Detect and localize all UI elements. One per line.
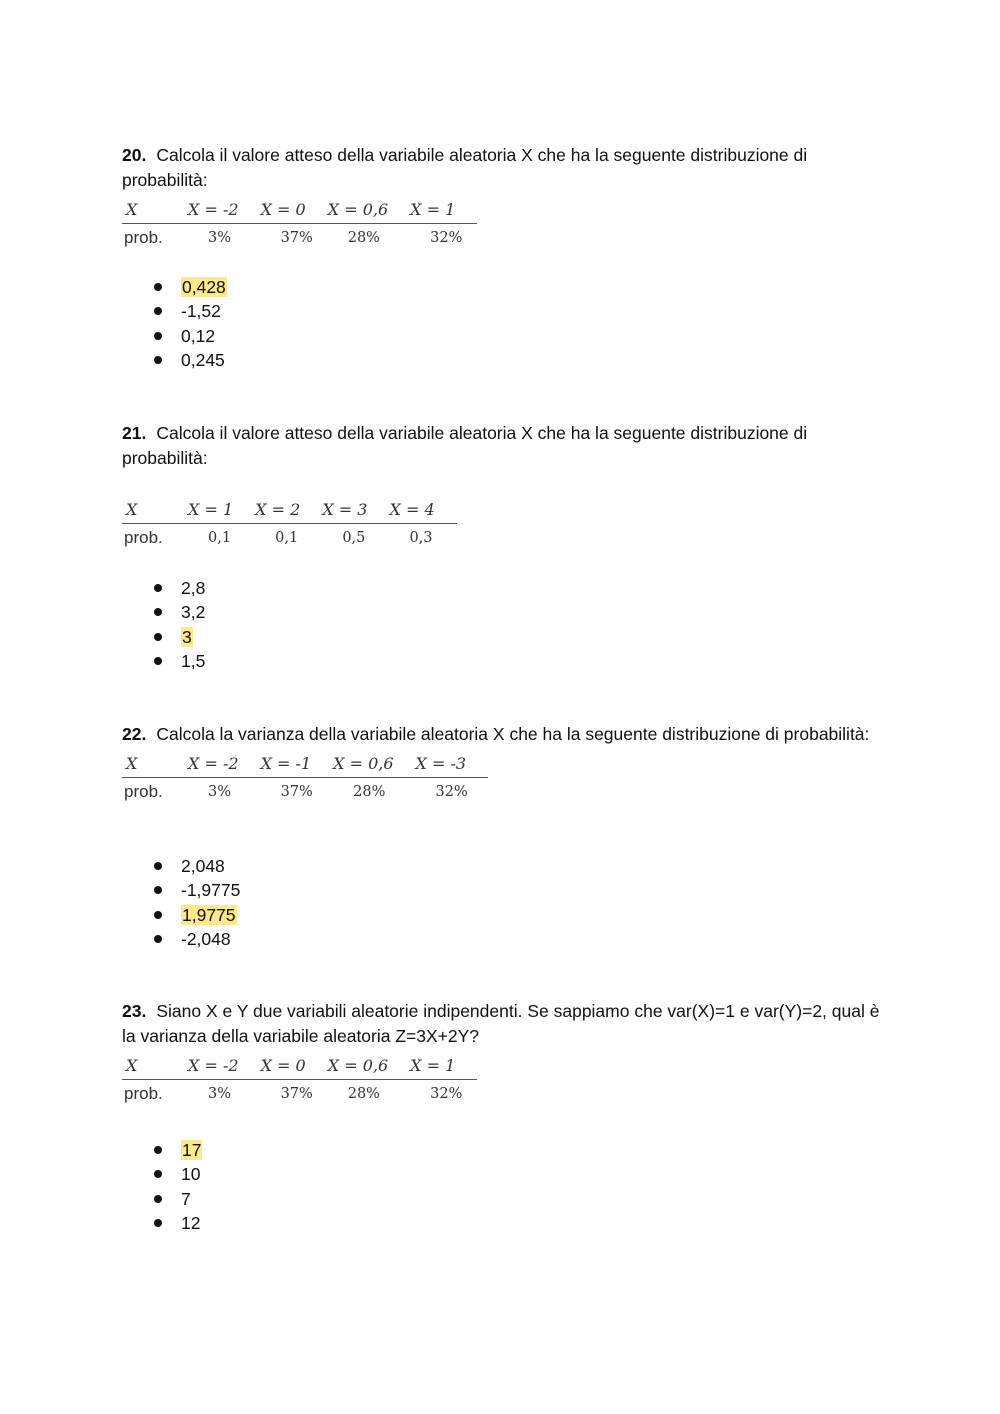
- answer-text: 0,245: [181, 350, 225, 371]
- table-header-label: X: [122, 195, 188, 224]
- table-value-cell: 37%: [280, 1086, 313, 1102]
- table-header-cell: X = 1: [188, 495, 255, 524]
- table-value-cell: 32%: [435, 784, 468, 800]
- table-header-cell: X = -3: [416, 749, 489, 778]
- distribution-table: [122, 749, 488, 806]
- table-header-cell: X = 2: [255, 495, 322, 524]
- table-header-cell: X = -2: [188, 195, 261, 224]
- bullet-icon: [154, 935, 162, 943]
- table-header-cell: X = 0,6: [328, 195, 410, 224]
- question-prompt: Calcola il valore atteso della variabile aleatoria X che ha la seguente distribuzione di probabilità:: [122, 145, 808, 190]
- table-value-cell: 3%: [208, 230, 232, 246]
- answer-text-highlighted: 17: [182, 1140, 202, 1160]
- answer-text: 10: [181, 1164, 201, 1185]
- bullet-icon: [154, 1195, 162, 1203]
- distribution-table: [122, 195, 477, 252]
- table-header-cell: X = -2: [188, 749, 261, 778]
- answer-option: [154, 625, 205, 649]
- question-20: [122, 143, 882, 371]
- answer-text-highlighted: 0,428: [182, 277, 226, 297]
- answer-option: [154, 299, 227, 323]
- answer-text: 2,8: [181, 578, 206, 598]
- question-text: [122, 143, 882, 193]
- bullet-icon: [154, 1146, 162, 1154]
- bullet-icon: [154, 633, 162, 641]
- bullet-icon: [154, 1219, 162, 1227]
- answer-option: [154, 878, 240, 902]
- question-text: [122, 999, 882, 1049]
- answer-text: 3,2: [181, 602, 206, 623]
- table-header-cell: X = -2: [188, 1051, 261, 1080]
- table-header-cell: X = 0,6: [328, 1051, 410, 1080]
- table-value-cell: 32%: [430, 230, 463, 246]
- bullet-icon: [154, 1170, 162, 1178]
- table-value-cell: 28%: [353, 784, 386, 800]
- answer-text-highlighted: 3: [182, 626, 192, 647]
- table-value-cell: 3%: [208, 784, 232, 800]
- answer-option: [154, 600, 205, 624]
- table-value-cell: 0,5: [342, 530, 366, 546]
- answer-option: [154, 275, 227, 299]
- question-number: 20.: [122, 145, 147, 165]
- table-header-label: X: [122, 1051, 188, 1080]
- bullet-icon: [154, 862, 162, 870]
- table-header-cell: X = 0: [261, 1051, 328, 1080]
- answer-option: [154, 1187, 202, 1211]
- bullet-icon: [154, 584, 162, 592]
- table-header-cell: X = 1: [410, 1051, 477, 1080]
- answer-option: [154, 1138, 202, 1162]
- bullet-icon: [154, 356, 162, 364]
- distribution-table: [122, 1051, 477, 1108]
- question-number: 23.: [122, 1001, 147, 1021]
- answer-option: [154, 903, 240, 927]
- question-23: [122, 999, 882, 1234]
- answer-text: -2,048: [181, 929, 231, 950]
- answer-option: [154, 927, 240, 951]
- table-value-cell: 37%: [280, 784, 313, 800]
- answer-option: [154, 324, 227, 348]
- question-text: [122, 421, 882, 471]
- answer-text: -1,52: [181, 301, 221, 322]
- answer-option: [154, 348, 227, 372]
- table-value-cell: 28%: [347, 1086, 380, 1102]
- bullet-icon: [154, 307, 162, 315]
- bullet-icon: [154, 608, 162, 616]
- question-22: [122, 722, 882, 950]
- answer-option: [154, 649, 205, 673]
- table-header-cell: X = 0: [261, 195, 328, 224]
- answer-options: [154, 854, 240, 952]
- table-value-cell: 3%: [208, 1086, 232, 1102]
- answer-option: [154, 576, 205, 600]
- table-value-cell: 0,1: [208, 530, 232, 546]
- answer-options: [154, 275, 227, 373]
- question-prompt: Calcola la varianza della variabile aleatoria X che ha la seguente distribuzione di probabilità:: [156, 724, 870, 744]
- table-value-cell: 37%: [280, 230, 313, 246]
- question-number: 22.: [122, 724, 147, 744]
- table-value-label: prob.: [124, 782, 163, 801]
- bullet-icon: [154, 283, 162, 291]
- bullet-icon: [154, 886, 162, 894]
- distribution-table: [122, 495, 457, 552]
- bullet-icon: [154, 657, 162, 665]
- answer-text: 12: [181, 1213, 201, 1234]
- table-value-cell: 28%: [347, 230, 380, 246]
- table-header-cell: X = -1: [261, 749, 334, 778]
- answer-text: 2,048: [181, 856, 225, 876]
- answer-text: -1,9775: [181, 880, 241, 901]
- table-header-cell: X = 3: [322, 495, 389, 524]
- bullet-icon: [154, 911, 162, 919]
- table-header-label: X: [122, 495, 188, 524]
- table-value-cell: 32%: [430, 1086, 463, 1102]
- table-value-cell: 0,1: [275, 530, 299, 546]
- table-value-label: prob.: [124, 528, 163, 547]
- answer-text: 0,12: [181, 325, 216, 346]
- question-text: [122, 722, 882, 747]
- question-prompt: Calcola il valore atteso della variabile aleatoria X che ha la seguente distribuzione di probabilità:: [122, 423, 808, 468]
- table-header-label: X: [122, 749, 188, 778]
- answer-option: [154, 854, 240, 878]
- table-value-label: prob.: [124, 1084, 163, 1103]
- answer-option: [154, 1211, 202, 1235]
- table-header-cell: X = 1: [410, 195, 477, 224]
- table-header-cell: X = 0,6: [333, 749, 415, 778]
- answer-text: 7: [181, 1188, 191, 1209]
- answer-options: [154, 1138, 202, 1236]
- answer-text-highlighted: 1,9775: [182, 904, 236, 925]
- answer-text: 1,5: [181, 651, 206, 672]
- bullet-icon: [154, 332, 162, 340]
- table-value-cell: 0,3: [409, 530, 433, 546]
- question-prompt: Siano X e Y due variabili aleatorie indipendenti. Se sappiamo che var(X)=1 e var(Y)=2, qual è la varianza della variabile aleatoria Z=3X+2Y?: [122, 1001, 880, 1046]
- question-21: [122, 421, 882, 672]
- answer-options: [154, 576, 205, 674]
- table-value-label: prob.: [124, 228, 163, 247]
- question-number: 21.: [122, 423, 147, 443]
- table-header-cell: X = 4: [389, 495, 456, 524]
- answer-option: [154, 1162, 202, 1186]
